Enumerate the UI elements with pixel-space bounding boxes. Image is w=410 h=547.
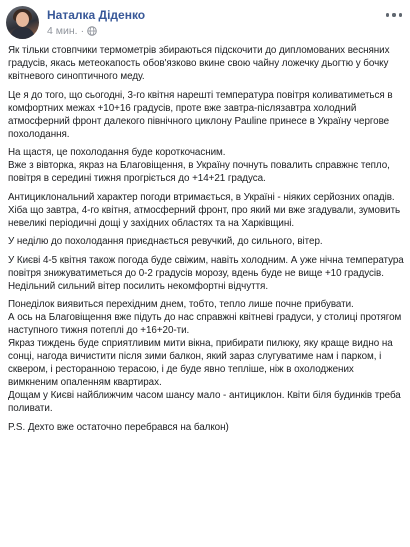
globe-icon[interactable]: [87, 26, 97, 36]
avatar-face: [16, 12, 29, 27]
author-name[interactable]: Наталка Діденко: [47, 8, 146, 22]
post-text-line: У неділю до похолодання приєднається ревучкий, до сильного, вітер.: [8, 236, 323, 247]
post-text-line: Вже з вівторка, якраз на Благовіщення, в Україну почнуть повалить справжнє тепло, повітря в середині тижня прогріється до +14+21 градуса.: [8, 160, 390, 184]
post-text-line: Понеділок виявиться перехідним днем, тобто, тепло лише почне прибувати.: [8, 299, 354, 310]
post-timestamp[interactable]: 4 мин.: [47, 25, 78, 37]
post-text-line: Хіба що завтра, 4-го квітня, атмосферний фронт, про який ми вже згадували, зумовить невеликі періодичні дощі у західних областях та на Харківщині.: [8, 204, 401, 229]
post-text-line: На щастя, це похолодання буде короткочасним.: [8, 147, 226, 158]
more-options-icon[interactable]: [386, 10, 402, 20]
post-text-line: Це я до того, що сьогодні, 3-го квітня нарешті температура повітря коливатиметься в комфортних межах +10+16 градусів, проте вже завтра-післязавтра холодний атмосферний фронт далекого північного циклону Pauline принесе в Україну чергове похолодання.: [8, 89, 393, 140]
post-text-line: У Києві 4-5 квітня також погода буде свіжим, навіть холодним. А уже нічна температура повітря знижуватиметься до 0-2 градусів морозу, вдень буде не вище +10 градусів. Недільний сильний вітер посилить некомфортні відчуття.: [8, 254, 404, 292]
post-text-line: P.S. Дехто вже остаточно перебрався на балкон): [8, 421, 229, 433]
author-avatar[interactable]: [6, 6, 39, 39]
post-text-line: Як тільки стовпчики термометрів збираються підскочити до дипломованих весняних градусів, якась метеокапость обов'язково вкине свою чайну ложечку дьогтю у бочку квітневого синоптичного меду.: [8, 45, 390, 82]
meta-separator: ·: [80, 25, 85, 37]
post-meta: [47, 25, 97, 37]
avatar-body: [10, 27, 35, 39]
post-text-line: Якраз тиждень буде сприятливим мити вікна, прибирати пилюку, яку краще видно на сонці, нагода вичистити після зими балкон, який зараз слугуватиме нам і парком, і сквером, і ресторанною терасою, і де буде явно тепліше, ніж в охолоджених вимкненим опаленням квартирах.: [8, 338, 393, 388]
post-header: [6, 6, 404, 40]
post-text-line: А ось на Благовіщення вже підуть до нас справжні квітневі градуси, у столиці протягом наступного тижня потеплі до +16+20-ти.: [8, 312, 402, 336]
post-body: [8, 44, 404, 434]
post-text-line: Антициклональний характер погоди втримається, в Україні - ніяких серйозних опадів.: [8, 191, 395, 203]
post-text-line: Дощам у Києві найближчим часом шансу мало - антициклон. Квіти біля будинків треба поливати.: [8, 390, 401, 414]
